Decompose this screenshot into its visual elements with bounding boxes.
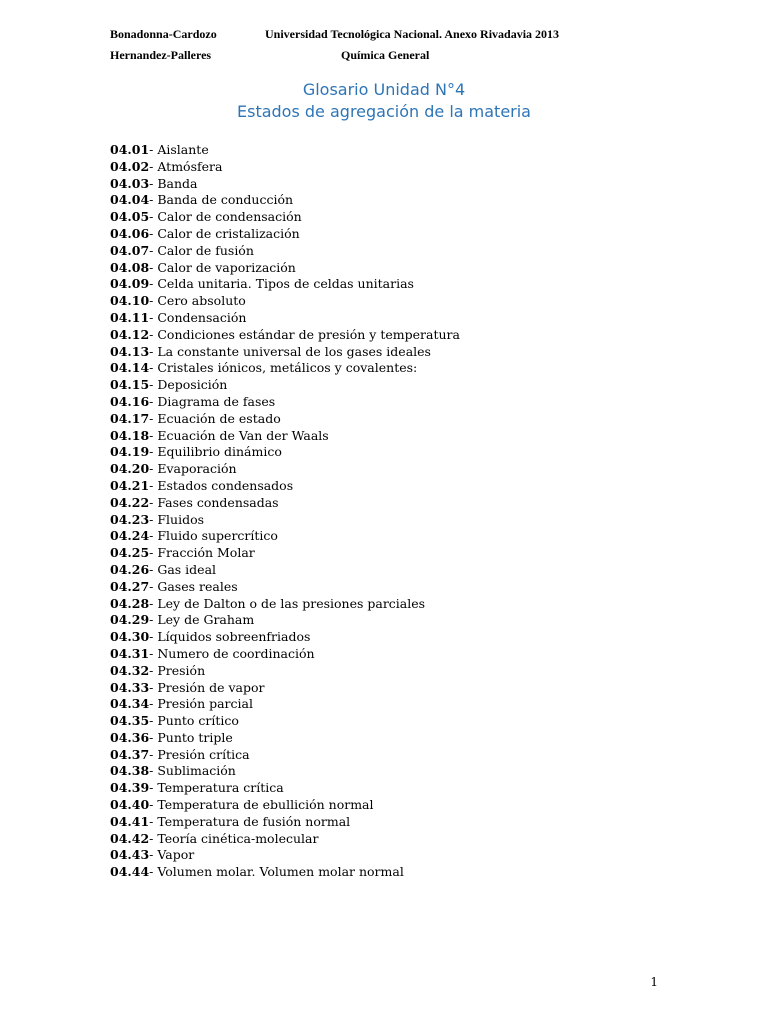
entry-term: Temperatura de ebullición normal xyxy=(157,797,374,813)
entry-term: Calor de cristalización xyxy=(157,225,300,241)
glossary-entry xyxy=(110,730,460,747)
entry-code: 04.08 xyxy=(110,259,150,275)
entry-separator: - xyxy=(149,477,158,493)
glossary-entry xyxy=(110,411,460,428)
entry-code: 04.30 xyxy=(110,629,150,645)
entry-separator: - xyxy=(149,175,158,191)
entry-separator: - xyxy=(149,209,158,225)
entry-code: 04.24 xyxy=(110,528,150,544)
entry-term: Temperatura de fusión normal xyxy=(157,813,351,829)
entry-term: Punto triple xyxy=(157,729,233,745)
entry-separator: - xyxy=(149,494,158,510)
entry-code: 04.35 xyxy=(110,713,150,729)
entry-code: 04.05 xyxy=(110,209,150,225)
entry-term: Presión parcial xyxy=(157,696,253,712)
entry-term: Calor de vaporización xyxy=(157,259,296,275)
entry-term: Presión xyxy=(157,662,206,678)
glossary-entry xyxy=(110,192,460,209)
entry-term: Equilibrio dinámico xyxy=(157,444,282,460)
entry-code: 04.29 xyxy=(110,612,150,628)
document-title: Glosario Unidad N°4 xyxy=(302,80,466,99)
entry-code: 04.37 xyxy=(110,746,150,762)
glossary-entry xyxy=(110,495,460,512)
glossary-entry xyxy=(110,243,460,260)
entry-term: Fluido supercrítico xyxy=(157,528,278,544)
entry-separator: - xyxy=(149,763,158,779)
glossary-entry xyxy=(110,545,460,562)
entry-code: 04.14 xyxy=(110,360,150,376)
glossary-entry xyxy=(110,663,460,680)
entry-separator: - xyxy=(149,830,158,846)
entry-term: Diagrama de fases xyxy=(157,393,276,409)
entry-separator: - xyxy=(149,192,158,208)
entry-separator: - xyxy=(149,377,158,393)
entry-term: Gases reales xyxy=(157,578,238,594)
glossary-entry xyxy=(110,612,460,629)
glossary-entry xyxy=(110,864,460,881)
entry-separator: - xyxy=(149,696,158,712)
entry-code: 04.43 xyxy=(110,847,150,863)
entry-separator: - xyxy=(149,225,158,241)
entry-separator: - xyxy=(149,561,158,577)
entry-separator: - xyxy=(149,813,158,829)
entry-code: 04.36 xyxy=(110,729,150,745)
entry-term: Temperatura crítica xyxy=(157,780,284,796)
entry-code: 04.06 xyxy=(110,225,150,241)
entry-separator: - xyxy=(149,259,158,275)
glossary-entry xyxy=(110,176,460,193)
glossary-entry xyxy=(110,159,460,176)
entry-separator: - xyxy=(149,444,158,460)
entry-code: 04.21 xyxy=(110,477,150,493)
entry-code: 04.03 xyxy=(110,175,150,191)
glossary-entry xyxy=(110,260,460,277)
header-authors-line2: Hernandez-Palleres xyxy=(110,48,212,62)
entry-code: 04.17 xyxy=(110,410,150,426)
entry-term: Ley de Dalton o de las presiones parciales xyxy=(157,595,426,611)
entry-separator: - xyxy=(149,595,158,611)
glossary-entry xyxy=(110,360,460,377)
glossary-entry xyxy=(110,528,460,545)
entry-term: Aislante xyxy=(157,142,209,157)
glossary-entry xyxy=(110,142,460,159)
entry-separator: - xyxy=(149,360,158,376)
entry-term: Fases condensadas xyxy=(157,494,279,510)
entry-separator: - xyxy=(149,343,158,359)
entry-code: 04.38 xyxy=(110,763,150,779)
entry-term: Estados condensados xyxy=(157,477,294,493)
entry-term: Calor de condensación xyxy=(157,209,302,225)
entry-term: Cristales iónicos, metálicos y covalentes: xyxy=(157,360,418,376)
entry-code: 04.16 xyxy=(110,393,150,409)
entry-code: 04.19 xyxy=(110,444,150,460)
glossary-entry xyxy=(110,646,460,663)
document-subtitle: Estados de agregación de la materia xyxy=(237,102,531,121)
entry-code: 04.25 xyxy=(110,545,150,561)
entry-term: Condensación xyxy=(157,309,247,325)
entry-code: 04.01 xyxy=(110,142,150,157)
glossary-entry xyxy=(110,680,460,697)
glossary-entry xyxy=(110,344,460,361)
entry-term: Fluidos xyxy=(157,511,205,527)
entry-separator: - xyxy=(149,158,158,174)
entry-separator: - xyxy=(149,293,158,309)
glossary-entry xyxy=(110,629,460,646)
entry-separator: - xyxy=(149,578,158,594)
glossary-entry xyxy=(110,780,460,797)
entry-term: Ecuación de Van der Waals xyxy=(157,427,329,443)
entry-term: Gas ideal xyxy=(157,561,217,577)
entry-term: Vapor xyxy=(157,847,195,863)
entry-code: 04.22 xyxy=(110,494,150,510)
entry-separator: - xyxy=(149,797,158,813)
entry-code: 04.20 xyxy=(110,461,150,477)
entry-separator: - xyxy=(149,326,158,342)
entry-term: Líquidos sobreenfriados xyxy=(157,629,311,645)
glossary-entry xyxy=(110,276,460,293)
entry-separator: - xyxy=(149,864,158,880)
entry-term: Banda xyxy=(157,175,198,191)
entry-code: 04.39 xyxy=(110,780,150,796)
entry-term: Presión de vapor xyxy=(157,679,265,695)
entry-separator: - xyxy=(149,847,158,863)
glossary-entry xyxy=(110,763,460,780)
entry-term: Teoría cinética-molecular xyxy=(157,830,319,846)
glossary-entry xyxy=(110,847,460,864)
entry-term: Sublimación xyxy=(157,763,236,779)
glossary-entry xyxy=(110,310,460,327)
glossary-entry xyxy=(110,814,460,831)
glossary-entry xyxy=(110,293,460,310)
glossary-entry xyxy=(110,428,460,445)
entry-code: 04.27 xyxy=(110,578,150,594)
entry-separator: - xyxy=(149,142,158,157)
entry-separator: - xyxy=(149,276,158,292)
entry-code: 04.34 xyxy=(110,696,150,712)
glossary-entry xyxy=(110,226,460,243)
header-authors-line1: Bonadonna-Cardozo xyxy=(110,27,217,41)
entry-code: 04.13 xyxy=(110,343,150,359)
entry-separator: - xyxy=(149,410,158,426)
glossary-entry xyxy=(110,579,460,596)
glossary-entry xyxy=(110,512,460,529)
entry-code: 04.04 xyxy=(110,192,150,208)
entry-code: 04.18 xyxy=(110,427,150,443)
entry-separator: - xyxy=(149,679,158,695)
entry-separator: - xyxy=(149,645,158,661)
entry-separator: - xyxy=(149,713,158,729)
entry-term: Presión crítica xyxy=(157,746,250,762)
entry-term: Celda unitaria. Tipos de celdas unitarias xyxy=(157,276,414,292)
entry-term: Condiciones estándar de presión y temperatura xyxy=(157,326,460,342)
glossary-list xyxy=(110,142,460,881)
glossary-entry xyxy=(110,696,460,713)
entry-code: 04.42 xyxy=(110,830,150,846)
glossary-entry xyxy=(110,444,460,461)
entry-code: 04.41 xyxy=(110,813,150,829)
entry-separator: - xyxy=(149,545,158,561)
entry-term: Cero absoluto xyxy=(157,293,246,309)
glossary-entry xyxy=(110,461,460,478)
entry-separator: - xyxy=(149,528,158,544)
glossary-entry xyxy=(110,747,460,764)
header-subject: Química General xyxy=(341,48,430,62)
entry-separator: - xyxy=(149,511,158,527)
entry-term: Calor de fusión xyxy=(157,242,254,258)
entry-code: 04.40 xyxy=(110,797,150,813)
entry-term: Ecuación de estado xyxy=(157,410,281,426)
entry-term: Numero de coordinación xyxy=(157,645,315,661)
entry-code: 04.32 xyxy=(110,662,150,678)
entry-separator: - xyxy=(149,461,158,477)
entry-separator: - xyxy=(149,729,158,745)
entry-code: 04.28 xyxy=(110,595,150,611)
glossary-entry xyxy=(110,596,460,613)
entry-code: 04.26 xyxy=(110,561,150,577)
entry-code: 04.09 xyxy=(110,276,150,292)
entry-term: Evaporación xyxy=(157,461,237,477)
entry-separator: - xyxy=(149,780,158,796)
glossary-entry xyxy=(110,377,460,394)
entry-code: 04.23 xyxy=(110,511,150,527)
entry-separator: - xyxy=(149,746,158,762)
glossary-entry xyxy=(110,209,460,226)
entry-term: Volumen molar. Volumen molar normal xyxy=(157,864,404,880)
entry-code: 04.15 xyxy=(110,377,150,393)
entry-code: 04.33 xyxy=(110,679,150,695)
entry-term: Fracción Molar xyxy=(157,545,255,561)
entry-code: 04.12 xyxy=(110,326,150,342)
entry-separator: - xyxy=(149,309,158,325)
glossary-entry xyxy=(110,713,460,730)
entry-code: 04.07 xyxy=(110,242,150,258)
glossary-entry xyxy=(110,797,460,814)
glossary-entry xyxy=(110,327,460,344)
entry-term: Atmósfera xyxy=(157,158,223,174)
entry-code: 04.11 xyxy=(110,309,150,325)
glossary-entry xyxy=(110,478,460,495)
entry-term: Punto crítico xyxy=(157,713,239,729)
header-institution: Universidad Tecnológica Nacional. Anexo Rivadavia 2013 xyxy=(265,27,560,41)
glossary-entry xyxy=(110,562,460,579)
glossary-entry xyxy=(110,831,460,848)
entry-term: Ley de Graham xyxy=(157,612,255,628)
entry-term: Deposición xyxy=(157,377,228,393)
page-number: 1 xyxy=(650,975,658,989)
entry-separator: - xyxy=(149,612,158,628)
entry-separator: - xyxy=(149,242,158,258)
glossary-entry xyxy=(110,394,460,411)
entry-code: 04.10 xyxy=(110,293,150,309)
entry-code: 04.44 xyxy=(110,864,150,880)
entry-separator: - xyxy=(149,629,158,645)
entry-code: 04.02 xyxy=(110,158,150,174)
entry-term: La constante universal de los gases ideales xyxy=(157,343,431,359)
entry-separator: - xyxy=(149,393,158,409)
entry-separator: - xyxy=(149,662,158,678)
entry-term: Banda de conducción xyxy=(157,192,294,208)
entry-code: 04.31 xyxy=(110,645,150,661)
entry-separator: - xyxy=(149,427,158,443)
